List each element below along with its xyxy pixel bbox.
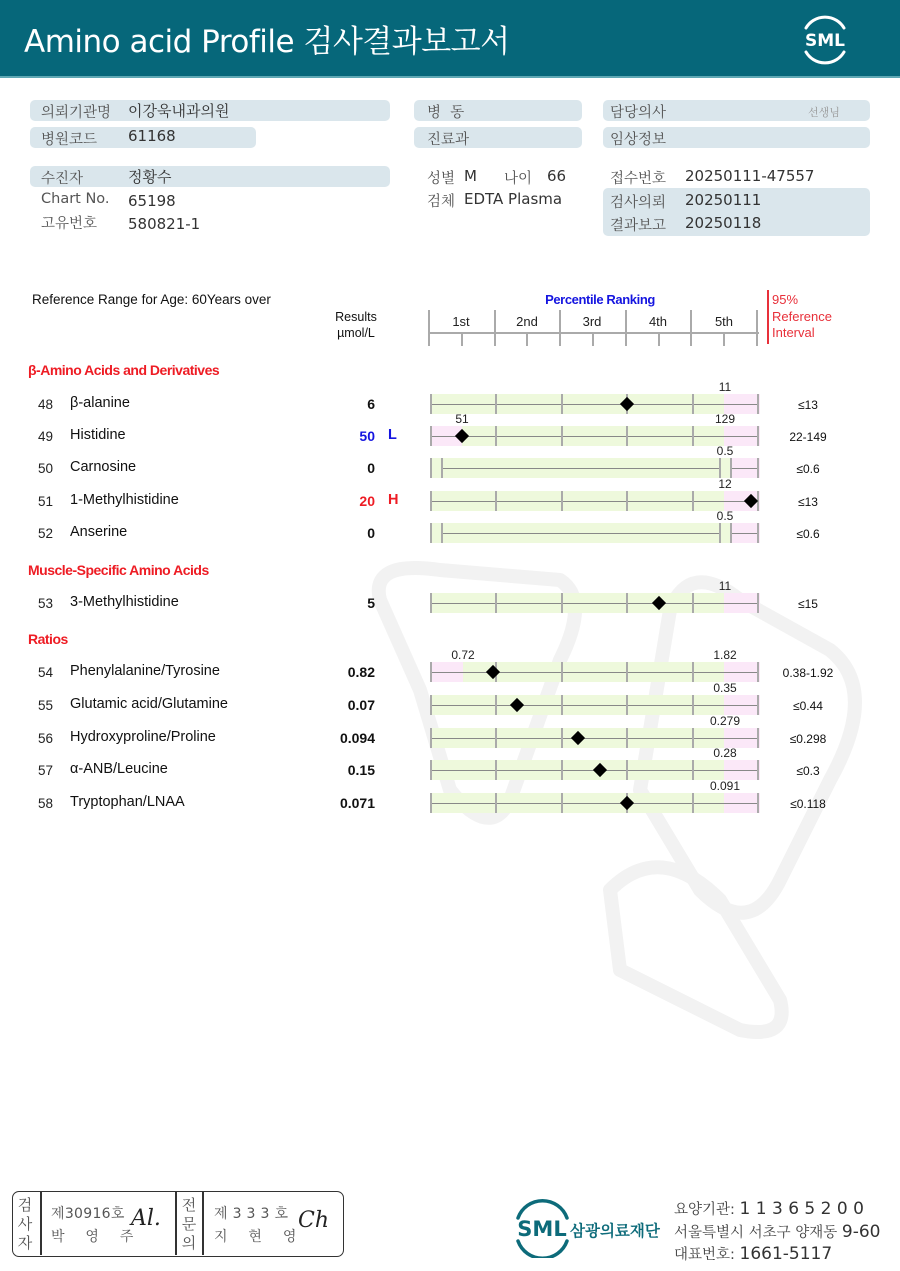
bar-tick xyxy=(430,458,432,478)
bar-tick xyxy=(626,662,628,682)
scale-minor-tick xyxy=(658,332,660,346)
reference-interval: ≤0.44 xyxy=(793,699,823,713)
analyte-name: Phenylalanine/Tyrosine xyxy=(70,663,220,679)
bar-tick xyxy=(430,728,432,748)
upper-bound-label: 0.28 xyxy=(713,746,737,760)
quintile-label: 2nd xyxy=(516,314,538,329)
result-value: 0 xyxy=(367,460,375,476)
result-row xyxy=(0,458,900,480)
bar-axis xyxy=(430,404,759,405)
bar-axis xyxy=(430,436,759,437)
bar-tick xyxy=(495,394,497,414)
result-value: 0.094 xyxy=(339,730,375,746)
result-row xyxy=(0,491,900,513)
bar-tick xyxy=(561,394,563,414)
result-row xyxy=(0,593,900,615)
percentile-bar xyxy=(430,458,760,478)
institution-value: 이강욱내과의원 xyxy=(128,102,230,120)
bar-tick xyxy=(692,760,694,780)
doctor-label: 담당의사 xyxy=(610,105,667,121)
bar-tick xyxy=(561,728,563,748)
bar-tick xyxy=(495,760,497,780)
examiner-license: 제30916호 xyxy=(51,1206,125,1222)
bar-tick xyxy=(757,760,759,780)
analyte-name: 3-Methylhistidine xyxy=(70,594,179,610)
row-number: 56 xyxy=(38,731,54,746)
reference-interval: 0.38-1.92 xyxy=(782,666,834,680)
examiner-label-char: 검 xyxy=(17,1196,33,1214)
bar-tick xyxy=(561,593,563,613)
specimen-label: 검체 xyxy=(427,194,456,210)
hospital-code-value: 61168 xyxy=(128,127,176,145)
bar-axis xyxy=(430,501,759,502)
reference-interval: ≤0.6 xyxy=(796,527,820,541)
row-number: 53 xyxy=(38,596,54,611)
bar-tick xyxy=(626,593,628,613)
result-marker-icon xyxy=(593,763,607,777)
signature-box xyxy=(12,1191,344,1257)
reference-interval: ≤13 xyxy=(798,398,818,412)
bar-axis xyxy=(430,533,759,534)
specialist-label-char: 문 xyxy=(181,1215,197,1233)
bar-tick xyxy=(719,458,721,478)
upper-bound-label: 11 xyxy=(718,579,732,593)
phone xyxy=(674,1243,832,1264)
high-flag: H xyxy=(388,492,399,508)
phone-value: 1661-5117 xyxy=(739,1244,833,1264)
section-title: Muscle-Specific Amino Acids xyxy=(28,562,209,578)
address-label: 서울특별시 서초구 양재동 xyxy=(674,1225,838,1241)
bar-tick xyxy=(561,662,563,682)
scale-major-tick xyxy=(756,310,758,346)
bar-tick xyxy=(757,426,759,446)
bar-tick xyxy=(430,523,432,543)
percentile-bar xyxy=(430,793,760,813)
analyte-name: Carnosine xyxy=(70,459,137,475)
bar-tick xyxy=(730,458,732,478)
result-marker-icon xyxy=(571,731,585,745)
percentile-bar xyxy=(430,426,760,446)
bar-tick xyxy=(561,793,563,813)
result-value: 0.15 xyxy=(347,762,375,778)
result-value: 0.82 xyxy=(347,664,375,680)
reference-interval: 22-149 xyxy=(789,430,827,444)
bar-axis xyxy=(430,705,759,706)
sex-label: 성별 xyxy=(427,171,456,187)
bar-tick xyxy=(626,728,628,748)
result-marker-icon xyxy=(510,698,524,712)
chart-no-value: 65198 xyxy=(128,192,176,210)
bar-tick xyxy=(692,593,694,613)
row-number: 48 xyxy=(38,397,54,412)
result-row xyxy=(0,695,900,717)
request-date-value: 20250111 xyxy=(685,191,762,209)
bar-tick xyxy=(626,491,628,511)
bar-tick xyxy=(692,728,694,748)
divider xyxy=(175,1192,177,1255)
specimen-value: EDTA Plasma xyxy=(464,190,563,208)
row-number: 52 xyxy=(38,526,54,541)
result-value: 0 xyxy=(367,525,375,541)
report-title: Amino acid Profile 검사결과보고서 xyxy=(24,24,510,60)
result-marker-icon xyxy=(652,596,666,610)
percentile-bar xyxy=(430,523,760,543)
bar-tick xyxy=(757,793,759,813)
reference-interval: ≤0.118 xyxy=(790,797,826,811)
patient-label: 수진자 xyxy=(41,171,84,187)
divider xyxy=(202,1192,204,1255)
bar-tick xyxy=(495,728,497,748)
ward-label: 병 동 xyxy=(427,105,465,121)
result-value: 50 xyxy=(359,428,375,444)
bar-tick xyxy=(430,426,432,446)
result-row xyxy=(0,793,900,815)
hospital-code-label: 병원코드 xyxy=(41,132,98,148)
axis-gap xyxy=(430,468,441,469)
reference-interval: ≤0.6 xyxy=(796,462,820,476)
bar-tick xyxy=(561,426,563,446)
doctor-suffix: 선생님 xyxy=(808,106,840,119)
bar-tick xyxy=(430,760,432,780)
upper-bound-label: 0.35 xyxy=(713,681,737,695)
bar-axis xyxy=(430,672,759,673)
bar-tick xyxy=(430,394,432,414)
request-date-label: 검사의뢰 xyxy=(610,195,667,211)
bar-tick xyxy=(561,760,563,780)
scale-major-tick xyxy=(494,310,496,346)
section-title: β-Amino Acids and Derivatives xyxy=(28,362,220,378)
examiner-vertical-label xyxy=(16,1196,34,1253)
row-number: 57 xyxy=(38,763,54,778)
percentile-bar xyxy=(430,760,760,780)
lower-bound-label: 51 xyxy=(455,412,469,426)
percentile-ranking-title: Percentile Ranking xyxy=(545,292,655,307)
result-marker-icon xyxy=(620,796,634,810)
bar-tick xyxy=(430,491,432,511)
bar-tick xyxy=(430,695,432,715)
care-institution-label: 요양기관: xyxy=(674,1202,735,1218)
result-value: 5 xyxy=(367,595,375,611)
bar-tick xyxy=(430,593,432,613)
dept-label: 진료과 xyxy=(427,132,470,148)
age-label: 나이 xyxy=(504,171,533,187)
bar-tick xyxy=(626,695,628,715)
unique-no-label: 고유번호 xyxy=(41,216,98,232)
specialist-label-char: 전 xyxy=(181,1196,197,1214)
result-value: 0.07 xyxy=(347,697,375,713)
sex-value: M xyxy=(464,167,477,185)
result-value: 0.071 xyxy=(339,795,375,811)
reference-interval: ≤0.298 xyxy=(789,732,827,746)
examiner-label-char: 사 xyxy=(17,1215,33,1233)
divider xyxy=(40,1192,42,1255)
bar-tick xyxy=(757,523,759,543)
patient-value: 정황수 xyxy=(128,168,172,186)
address-value: 9-60 xyxy=(841,1222,881,1242)
address xyxy=(674,1221,881,1242)
specialist-name: 지 현 영 xyxy=(214,1229,301,1245)
scale-minor-tick xyxy=(723,332,725,346)
upper-bound-label: 12 xyxy=(718,477,732,491)
result-row xyxy=(0,662,900,684)
analyte-name: Hydroxyproline/Proline xyxy=(70,729,216,745)
bar-tick xyxy=(757,458,759,478)
scale-axis xyxy=(428,332,759,334)
upper-bound-label: 0.279 xyxy=(709,714,741,728)
bar-tick xyxy=(692,695,694,715)
quintile-label: 1st xyxy=(452,314,470,329)
upper-bound-label: 0.5 xyxy=(716,444,734,458)
bar-tick xyxy=(692,426,694,446)
reference-interval: ≤15 xyxy=(798,597,818,611)
axis-gap xyxy=(430,533,441,534)
report-date-value: 20250118 xyxy=(685,214,762,232)
bar-axis xyxy=(430,468,759,469)
result-value: 6 xyxy=(367,396,375,412)
reference-header-line: Interval xyxy=(772,325,815,340)
row-number: 49 xyxy=(38,429,54,444)
phone-label: 대표번호: xyxy=(674,1247,735,1263)
bar-tick xyxy=(561,695,563,715)
results-unit-header xyxy=(330,309,382,341)
result-row xyxy=(0,426,900,448)
percentile-bar xyxy=(430,662,760,682)
reference-divider xyxy=(767,290,769,344)
specialist-vertical-label xyxy=(180,1196,198,1253)
section-title: Ratios xyxy=(28,631,68,647)
reference-age-note: Reference Range for Age: 60Years over xyxy=(32,292,271,307)
bar-tick xyxy=(757,695,759,715)
bar-axis xyxy=(430,603,759,604)
scale-minor-tick xyxy=(592,332,594,346)
bar-tick xyxy=(692,394,694,414)
result-row xyxy=(0,523,900,545)
scale-major-tick xyxy=(690,310,692,346)
row-number: 50 xyxy=(38,461,54,476)
bar-tick xyxy=(757,662,759,682)
care-institution xyxy=(674,1198,864,1219)
low-flag: L xyxy=(388,427,397,443)
examiner-label-char: 자 xyxy=(17,1234,33,1252)
bar-tick xyxy=(561,491,563,511)
analyte-name: Tryptophan/LNAA xyxy=(70,794,185,810)
receipt-no-value: 20250111-47557 xyxy=(685,167,815,185)
row-number: 58 xyxy=(38,796,54,811)
bar-tick xyxy=(495,593,497,613)
percentile-bar xyxy=(430,593,760,613)
analyte-name: Glutamic acid/Glutamine xyxy=(70,696,228,712)
analyte-name: Anserine xyxy=(70,524,128,540)
bar-tick xyxy=(692,793,694,813)
upper-bound-label: 0.5 xyxy=(716,509,734,523)
bar-tick xyxy=(441,458,443,478)
quintile-label: 4th xyxy=(648,314,668,329)
bar-tick xyxy=(757,394,759,414)
specialist-license: 제 3 3 3 호 xyxy=(214,1206,289,1222)
reference-interval: ≤13 xyxy=(798,495,818,509)
upper-bound-label: 1.82 xyxy=(713,648,737,662)
percentile-bar xyxy=(430,695,760,715)
age-value: 66 xyxy=(547,167,567,185)
bar-axis xyxy=(430,803,759,804)
chart-no-label: Chart No. xyxy=(41,191,110,207)
row-number: 54 xyxy=(38,665,54,680)
clinical-label: 임상정보 xyxy=(610,132,667,148)
upper-bound-label: 0.091 xyxy=(709,779,741,793)
bar-tick xyxy=(719,523,721,543)
bar-tick xyxy=(730,523,732,543)
specialist-label-char: 의 xyxy=(181,1234,197,1252)
result-marker-icon xyxy=(486,665,500,679)
svg-text:SML: SML xyxy=(805,31,845,51)
scale-major-tick xyxy=(428,310,430,346)
org-name: 삼광의료재단 xyxy=(570,1222,660,1240)
examiner-name: 박 영 주 xyxy=(51,1229,138,1245)
care-institution-value: 1 1 3 6 5 2 0 0 xyxy=(739,1199,864,1219)
upper-bound-label: 11 xyxy=(718,380,732,394)
result-row xyxy=(0,728,900,750)
bar-tick xyxy=(430,793,432,813)
quintile-label: 5th xyxy=(714,314,734,329)
bar-tick xyxy=(626,760,628,780)
quintile-label: 3rd xyxy=(582,314,602,329)
row-number: 51 xyxy=(38,494,54,509)
upper-bound-label: 129 xyxy=(714,412,736,426)
bar-tick xyxy=(692,662,694,682)
percentile-bar xyxy=(430,491,760,511)
analyte-name: Histidine xyxy=(70,427,126,443)
bar-tick xyxy=(692,491,694,511)
result-value: 20 xyxy=(359,493,375,509)
examiner-signature: Al. xyxy=(131,1206,161,1231)
bar-tick xyxy=(626,426,628,446)
institution-label: 의뢰기관명 xyxy=(41,105,112,121)
watermark-logo-icon xyxy=(360,540,900,1040)
unit-label: µmol/L xyxy=(337,326,375,340)
bar-tick xyxy=(495,426,497,446)
bar-tick xyxy=(441,523,443,543)
scale-major-tick xyxy=(559,310,561,346)
scale-minor-tick xyxy=(526,332,528,346)
report-date-label: 결과보고 xyxy=(610,218,667,234)
bar-tick xyxy=(495,695,497,715)
reference-interval: ≤0.3 xyxy=(796,764,820,778)
result-marker-icon xyxy=(620,397,634,411)
percentile-bar xyxy=(430,728,760,748)
patient-row xyxy=(30,166,390,187)
sml-logo-icon xyxy=(796,12,854,66)
analyte-name: 1-Methylhistidine xyxy=(70,492,179,508)
unique-no-value: 580821-1 xyxy=(128,215,201,233)
bar-tick xyxy=(757,593,759,613)
lower-bound-label: 0.72 xyxy=(451,648,475,662)
report-header xyxy=(0,0,900,78)
receipt-no-label: 접수번호 xyxy=(610,171,667,187)
percentile-bar xyxy=(430,394,760,414)
analyte-name: β-alanine xyxy=(70,395,130,411)
bar-tick xyxy=(495,491,497,511)
percentile-scale xyxy=(428,310,760,346)
bar-axis xyxy=(430,738,759,739)
scale-minor-tick xyxy=(461,332,463,346)
reference-header-line: 95% xyxy=(772,292,799,307)
result-row xyxy=(0,760,900,782)
reference-interval-header xyxy=(772,292,832,342)
scale-major-tick xyxy=(625,310,627,346)
reference-header-line: Reference xyxy=(772,308,832,324)
analyte-name: α-ANB/Leucine xyxy=(70,761,168,777)
bar-tick xyxy=(430,662,432,682)
row-number: 55 xyxy=(38,698,54,713)
results-label: Results xyxy=(335,310,377,324)
svg-text:SML: SML xyxy=(517,1217,567,1241)
specialist-signature: Ch xyxy=(298,1208,330,1233)
sml-foundation-logo-icon xyxy=(510,1198,575,1258)
bar-tick xyxy=(495,793,497,813)
bar-tick xyxy=(757,728,759,748)
